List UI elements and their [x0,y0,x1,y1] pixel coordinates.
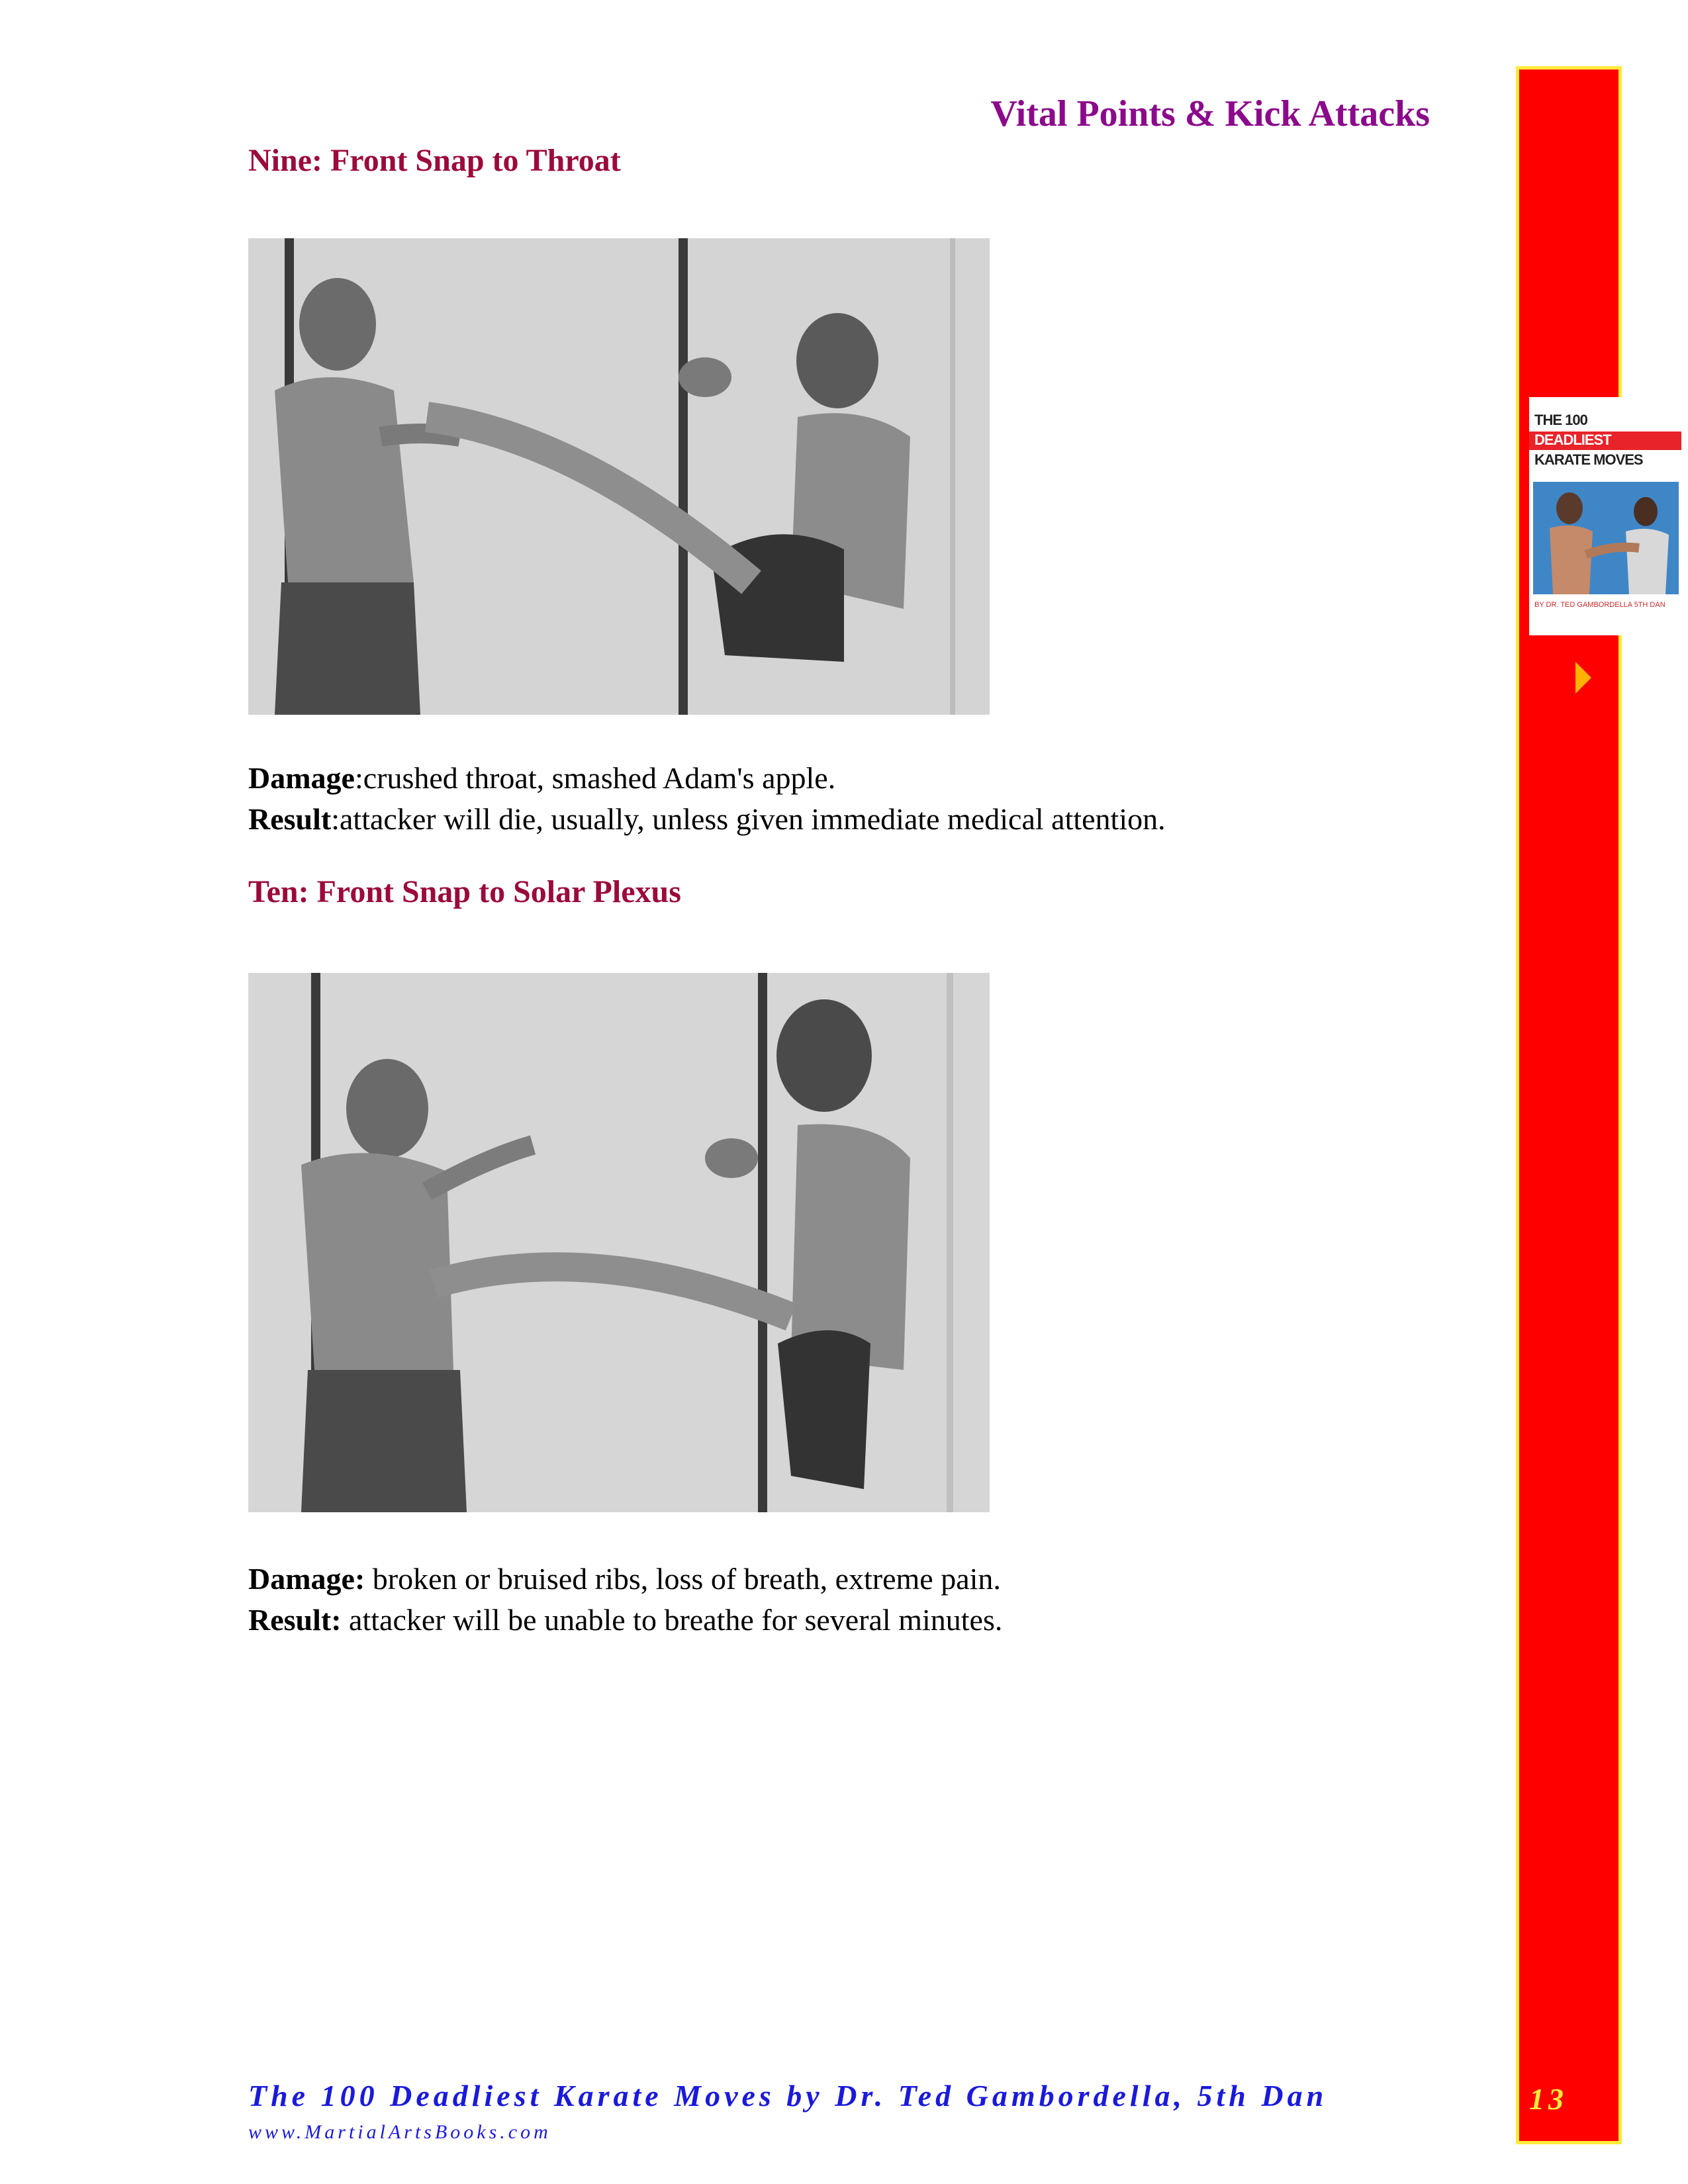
damage-line-ten [248,1559,1001,1600]
cover-line-1: THE 100 [1534,412,1587,428]
page-header-title: Vital Points & Kick Attacks [990,93,1430,134]
result-text: attacker will be unable to breathe for several minutes. [341,1603,1003,1637]
photo-front-snap-solar-plexus [248,973,990,1512]
book-cover-thumbnail[interactable] [1529,397,1681,635]
damage-line-nine [248,758,835,799]
result-label: Result: [248,1603,342,1637]
section-title-ten: Ten: Front Snap to Solar Plexus [248,874,681,909]
footer-book-title: The 100 Deadliest Karate Moves by Dr. Ted Gambordella, 5th Dan [248,2079,1328,2113]
photo-front-snap-throat [248,238,990,715]
damage-label: Damage [248,761,355,795]
footer-url-link[interactable]: www.MartialArtsBooks.com [248,2121,551,2143]
section-title-nine: Nine: Front Snap to Throat [248,143,621,178]
cover-line-3: KARATE MOVES [1534,451,1643,468]
sidebar-red-band [1516,66,1622,2144]
result-text: :attacker will die, usually, unless given immediate medical attention. [331,802,1166,836]
damage-text: broken or bruised ribs, loss of breath, extreme pain. [365,1562,1001,1596]
cover-byline: BY DR. TED GAMBORDELLA 5TH DAN [1534,601,1665,609]
result-line-ten [248,1600,1002,1641]
damage-label: Damage: [248,1562,365,1596]
result-line-nine [248,799,1166,840]
cover-line-2: DEADLIEST [1534,432,1611,448]
result-label: Result [248,802,332,836]
cover-photo [1533,482,1679,594]
arrow-right-icon[interactable] [1575,662,1591,694]
page-number: 13 [1529,2082,1568,2116]
damage-text: :crushed throat, smashed Adam's apple. [354,761,836,795]
